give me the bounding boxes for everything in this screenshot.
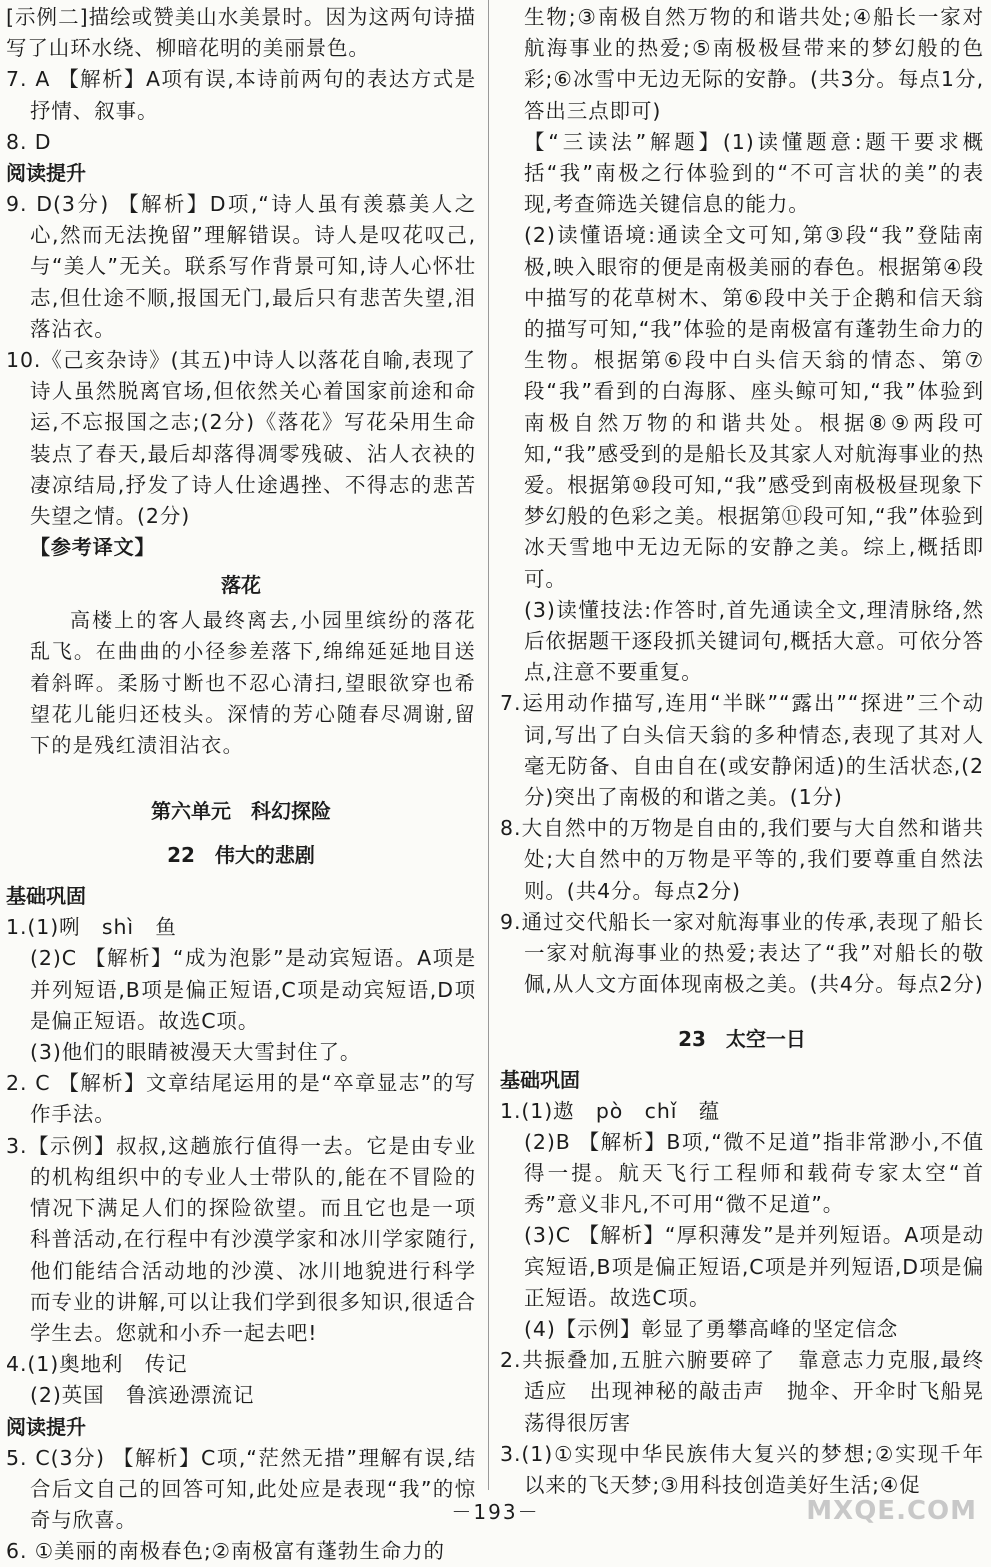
answer-8: 8. D [6, 129, 52, 154]
reading-technique: (3)读懂技法:作答时,首先通读全文,理清脉络,然后依据题干逐段抓关键词句,概括大意。可依分答点,注意不要重复。 [524, 597, 984, 685]
lesson-23-title: 23 太空一日 [678, 1026, 806, 1051]
answer-22-2: 2. C 【解析】文章结尾运用的是“卒章显志”的写作手法。 [6, 1071, 476, 1127]
answer-22-4-2: (2)英国 鲁滨逊漂流记 [30, 1383, 255, 1408]
poem-title: 落花 [221, 573, 261, 598]
answer-10: 10.《己亥杂诗》(其五)中诗人以落花自喻,表现了诗人虽然脱离官场,但依然关心着国家前途和命运,不忘报国之志;(2分)《落花》写花朵用生命装点了春天,最后却落得凋零残破、沾人衣袂的凄凉结局,抒发了诗人仕途遇挫、不得志的悲苦失望之情。(2分) [6, 348, 476, 529]
answer-22-3: 3.【示例】叔叔,这趟旅行值得一去。它是由专业的机构组织中的专业人士带队的,能在不冒险的情况下满足人们的探险欲望。而且它也是一项科普活动,在行程中有沙漠学家和冰川学家随行,他们能结合活动地的沙漠、冰川地貌进行科学而专业的讲解,可以让我们学到很多知识,很适合学生去。您就和小乔一起去吧! [6, 1133, 476, 1345]
answer-23-1-1: 1.(1)遨 pò chǐ 蕴 [500, 1098, 721, 1123]
section-heading-reading: 阅读提升 [6, 161, 86, 186]
section-heading-basic-23: 基础巩固 [500, 1067, 580, 1092]
answer-23-2: 2.共振叠加,五脏六腑要碎了 靠意志力克服,最终适应 出现神秘的敲击声 抛伞、开伞时飞船晃荡得很厉害 [500, 1348, 984, 1435]
three-reading-method: 【“三读法”解题】(1)读懂题意:题干要求概括“我”南极之行体验到的“不可言状的美”的表现,考查筛选关键信息的能力。 [524, 129, 984, 217]
answer-22-7: 7.运用动作描写,连用“半眯”“露出”“探进”三个动词,写出了白头信天翁的多种情态,表现了其对人毫无防备、自由自在(或安静闲适)的生活状态,(2分)突出了南极的和谐之美。(1分) [500, 691, 984, 810]
lesson-22-title: 22 伟大的悲剧 [167, 843, 315, 868]
answer-22-4-1: 4.(1)奥地利 传记 [6, 1352, 188, 1377]
answer-7: 7. A 【解析】A项有误,本诗前两句的表达方式是抒情、叙事。 [6, 67, 476, 123]
column-divider [488, 0, 489, 1490]
reading-context: (2)读懂语境:通读全文可知,第③段“我”登陆南极,映入眼帘的便是南极美丽的春色。根据第④段中描写的花草树木、第⑥段中关于企鹅和信天翁的描写可知,“我”体验的是南极富有蓬勃生命力的生物。根据第⑥段中白头信天翁的情态、第⑦段“我”看到的白海豚、座头鲸可知,“我”体验到南极自然万物的和谐共处。根据⑧⑨两段可知,“我”感受到的是船长及其家人对航海事业的热爱。根据第⑩段可知,“我”感受到南极极昼现象下梦幻般的色彩之美。根据第⑪段可知,“我”体验到冰天雪地中无边无际的安静之美。综上,概括即可。 [524, 223, 984, 591]
answer-23-1-4: (4)【示例】彰显了勇攀高峰的坚定信念 [524, 1316, 899, 1341]
answer-23-1-2: (2)B 【解析】B项,“微不足道”指非常渺小,不值得一提。航天飞行工程师和载荷专家太空“首秀”意义非凡,不可用“微不足道”。 [524, 1129, 984, 1217]
answer-example-2: [示例二]描绘或赞美山水美景时。因为这两句诗描写了山环水绕、柳暗花明的美丽景色。 [6, 5, 476, 61]
answer-22-6-cont: 生物;③南极自然万物的和谐共处;④船长一家对航海事业的热爱;⑤南极极昼带来的梦幻般的色彩;⑥冰雪中无边无际的安静。(共3分。每点1分,答出三点即可) [524, 5, 984, 123]
unit-title: 第六单元 科幻探险 [151, 799, 331, 824]
poem-translation: 高楼上的客人最终离去,小园里缤纷的落花乱飞。在曲曲的小径参差落下,绵绵延延地目送着斜晖。柔肠寸断也不忍心清扫,望眼欲穿也希望花儿能归还枝头。深情的芳心随春尽凋谢,留下的是残红渍泪沾衣。 [30, 608, 476, 758]
translation-heading: 【参考译文】 [30, 535, 156, 560]
answer-23-3: 3.(1)①实现中华民族伟大复兴的梦想;②实现千年以来的飞天梦;③用科技创造美好生活;④促 [500, 1441, 984, 1497]
section-heading-reading-2: 阅读提升 [6, 1414, 86, 1439]
answer-22-5: 5. C(3分) 【解析】C项,“茫然无措”理解有误,结合后文自己的回答可知,此处应是表现“我”的惊奇与欣喜。 [6, 1445, 476, 1532]
section-heading-basic: 基础巩固 [6, 884, 86, 909]
left-column [6, 0, 476, 1567]
answer-22-9: 9.通过交代船长一家对航海事业的传承,表现了船长一家对航海事业的热爱;表达了“我”对船长的敬佩,从人文方面体现南极之美。(共4分。每点2分) [500, 909, 984, 997]
page-number: －193－ [451, 1500, 540, 1524]
answer-22-1-3: (3)他们的眼睛被漫天大雪封住了。 [30, 1040, 362, 1065]
answer-23-1-3: (3)C 【解析】“厚积薄发”是并列短语。A项是动宾短语,B项是偏正短语,C项是并列短语,D项是偏正短语。故选C项。 [524, 1223, 984, 1310]
right-column [500, 0, 984, 1501]
answer-22-8: 8.大自然中的万物是自由的,我们要与大自然和谐共处;大自然中的万物是平等的,我们要尊重自然法则。(共4分。每点2分) [500, 816, 984, 903]
watermark-logo: MXQE.COM [806, 1496, 977, 1526]
answer-22-6: 6. ①美丽的南极春色;②南极富有蓬勃生命力的 [6, 1539, 445, 1564]
answer-22-1-1: 1.(1)咧 shì 鱼 [6, 915, 177, 940]
answer-9: 9. D(3分) 【解析】D项,“诗人虽有羡慕美人之心,然而无法挽留”理解错误。诗人是叹花叹己,与“美人”无关。联系写作背景可知,诗人心怀壮志,但仕途不顺,报国无门,最后只有悲苦失望,泪落沾衣。 [6, 192, 476, 341]
answer-22-1-2: (2)C 【解析】“成为泡影”是动宾短语。A项是并列短语,B项是偏正短语,C项是动宾短语,D项是偏正短语。故选C项。 [30, 946, 476, 1033]
